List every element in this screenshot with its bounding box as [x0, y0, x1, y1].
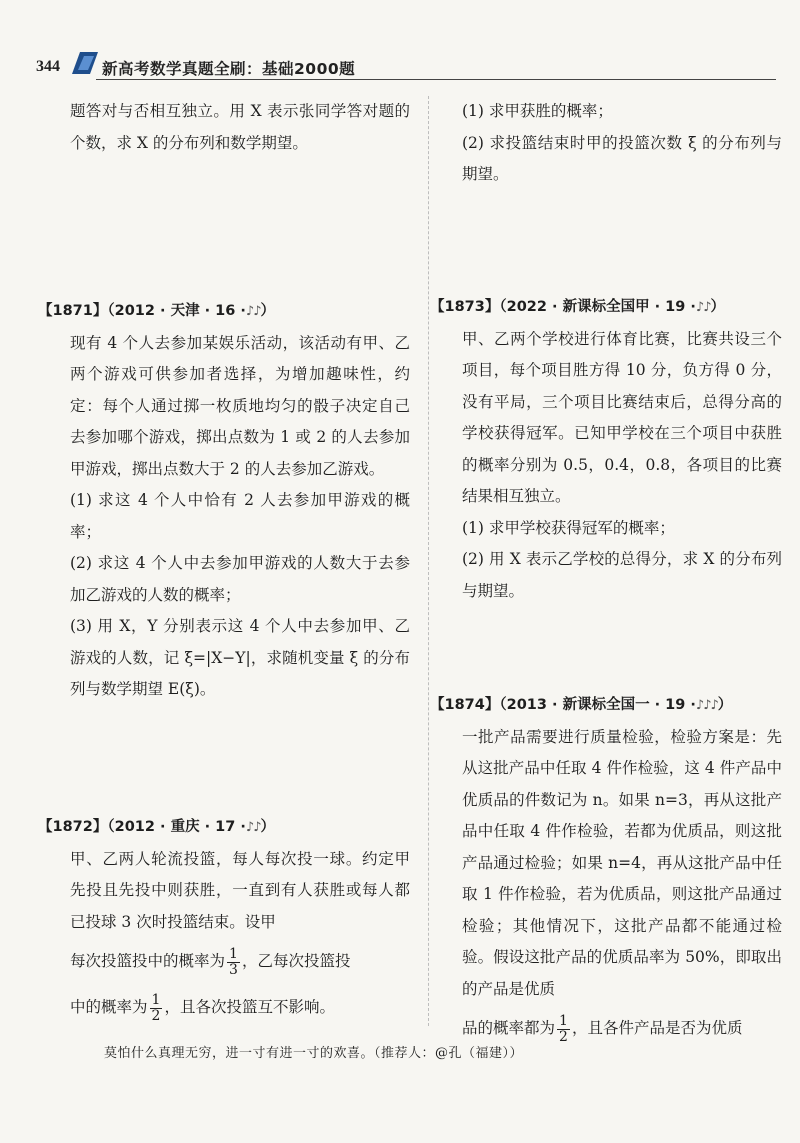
text-span: 每次投篮投中的概率为	[70, 952, 226, 970]
left-column	[70, 96, 410, 159]
text-span: 品的概率都为	[462, 1019, 556, 1037]
column-divider	[428, 96, 429, 1026]
text-span: ，乙每次投篮投	[241, 952, 351, 970]
fraction-denominator: 3	[229, 961, 238, 978]
problem-stem: 现有 4 个人去参加某娱乐活动，该活动有甲、乙两个游戏可供参加者选择，为增加趣味性，约定：每个人通过掷一枚质地均匀的骰子决定自己去参加哪个游戏，掷出点数为 1 或 2 的人去参加甲游戏，掷出点数大于 2 的人去参加乙游戏。	[70, 333, 410, 478]
fraction-denominator: 2	[151, 1007, 161, 1024]
sub-question-1: (1) 求甲学校获得冠军的概率；	[462, 518, 675, 537]
header-rule	[96, 79, 776, 80]
problem-source: 【1874】（2013 · 新课标全国一 · 19 ·	[430, 697, 696, 713]
right-column	[462, 96, 782, 191]
difficulty-icon: ♪♪	[245, 304, 261, 319]
problem-source: 【1871】（2012 · 天津 · 16 ·	[38, 303, 246, 319]
fraction	[227, 947, 240, 977]
sub-question-1: (1) 求这 4 个人中恰有 2 人去参加甲游戏的概率；	[70, 491, 410, 541]
sub-question-2: (2) 用 X 表示乙学校的总得分，求 X 的分布列与期望。	[462, 550, 782, 600]
fraction	[557, 1014, 570, 1044]
sub-question-3: (3) 用 X，Y 分别表示这 4 个人中去参加甲、乙游戏的人数，记 ξ=|X−Y|，求随机变量 ξ 的分布列与数学期望 E(ξ)。	[70, 617, 410, 698]
sub-question-2: (2) 求投篮结束时甲的投篮次数 ξ 的分布列与期望。	[462, 133, 782, 183]
problem-1872	[38, 812, 410, 1030]
problem-stem-line	[70, 938, 410, 984]
difficulty-icon: ♪♪♪	[695, 698, 718, 713]
problem-id	[38, 296, 410, 328]
problem-stem: 甲、乙两人轮流投篮，每人每次投一球。约定甲先投且先投中则获胜，一直到有人获胜或每人都已投球 3 次时投篮结束。设甲	[70, 849, 410, 931]
problem-stem: 一批产品需要进行质量检验，检验方案是：先从这批产品中任取 4 件作检验，这 4 件产品中优质品的件数记为 n。如果 n=3，再从这批产品中任取 4 件作检验，若都为优质品，则这批产品通过检验；如果 n=4，再从这批产品中任取 1 件作检验，若为优质品，则这批产品通过检验；其他情况下，这批产品都不能通过检验。假设这批产品的优质品率为 50%，即取出的产品是优质	[462, 727, 782, 998]
footer-quote: 莫怕什么真理无穷，进一寸有进一寸的欢喜。（推荐人：@孔（福建））	[104, 1046, 524, 1061]
problem-stem: 甲、乙两个学校进行体育比赛，比赛共设三个项目，每个项目胜方得 10 分，负方得 0 分，没有平局，三个项目比赛结束后，总得分高的学校获得冠军。已知甲学校在三个项目中获胜的概率分别为 0.5，0.4，0.8，各项目的比赛结果相互独立。	[462, 329, 782, 505]
page-number: 344	[36, 58, 60, 75]
continuation-text: 题答对与否相互独立。用 X 表示张同学答对题的个数，求 X 的分布列和数学期望。	[70, 102, 410, 152]
page-header	[0, 0, 800, 80]
paren-close: ）	[260, 303, 275, 319]
problem-id	[430, 690, 782, 722]
fraction-numerator: 1	[229, 945, 238, 962]
text-span: ，且各次投篮互不影响。	[164, 998, 335, 1016]
text-span: 中的概率为	[70, 998, 148, 1016]
problem-1871	[38, 296, 410, 706]
fraction	[150, 993, 163, 1023]
difficulty-icon: ♪♪	[695, 300, 711, 315]
problem-1873	[430, 292, 782, 607]
text-span: ，且各件产品是否为优质	[571, 1019, 743, 1037]
problem-source: 【1872】（2012 · 重庆 · 17 ·	[38, 819, 246, 835]
sub-question-2: (2) 求这 4 个人中去参加甲游戏的人数大于去参加乙游戏的人数的概率；	[70, 554, 410, 604]
book-title: 新高考数学真题全刷：基础2000题	[102, 60, 356, 78]
problem-1874	[430, 690, 782, 1051]
fraction-numerator: 1	[151, 991, 161, 1008]
problem-id	[38, 812, 410, 844]
problem-id	[430, 292, 782, 324]
problem-stem-line	[70, 984, 410, 1030]
fraction-numerator: 1	[559, 1012, 568, 1029]
paren-close: ）	[717, 697, 733, 713]
sub-question-1: (1) 求甲获胜的概率；	[462, 102, 613, 120]
problem-source: 【1873】（2022 · 新课标全国甲 · 19 ·	[430, 299, 696, 315]
paren-close: ）	[260, 819, 275, 835]
difficulty-icon: ♪♪	[245, 820, 261, 835]
fraction-denominator: 2	[559, 1028, 568, 1045]
book-logo-icon	[70, 50, 100, 76]
paren-close: ）	[710, 299, 725, 315]
